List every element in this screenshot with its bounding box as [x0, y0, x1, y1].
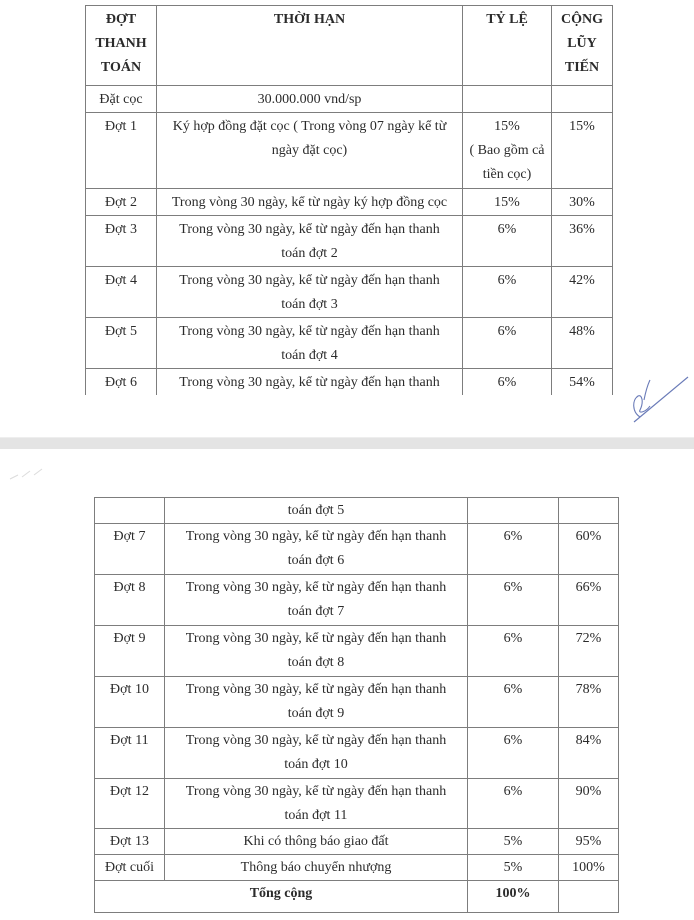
header-rate: TỶ LỆ [463, 6, 552, 86]
term-cell [165, 728, 468, 779]
header-text: TOÁN [100, 60, 142, 75]
table-row-total [95, 881, 619, 913]
table-row [86, 267, 613, 318]
rate-cell: 5% [468, 829, 559, 855]
period-cell: Đợt cuối [95, 855, 165, 881]
payment-schedule-table-part-1 [85, 5, 613, 395]
table-row [86, 369, 613, 396]
term-line: toán đợt 9 [287, 706, 345, 721]
term-cell [165, 779, 468, 829]
period-cell: Đợt 8 [95, 575, 165, 626]
rate-line: tiền cọc) [482, 167, 532, 182]
term-line: Trong vòng 30 ngày, kể từ ngày đến hạn thanh [185, 529, 447, 544]
rate-cell: 6% [468, 575, 559, 626]
header-cumulative [552, 6, 613, 86]
term-line: Trong vòng 30 ngày, kể từ ngày đến hạn thanh [185, 631, 447, 646]
cumulative-cell: 95% [559, 829, 619, 855]
term-cell: Trong vòng 30 ngày, kể từ ngày đến hạn thanh [157, 369, 463, 396]
table-row [95, 855, 619, 881]
term-line: ngày đặt cọc) [271, 143, 348, 158]
table-row [95, 575, 619, 626]
rate-cell: 5% [468, 855, 559, 881]
term-line: toán đợt 3 [281, 297, 338, 312]
rate-line: 15% [494, 119, 520, 134]
table-row [95, 779, 619, 829]
term-line: toán đợt 4 [281, 348, 338, 363]
period-cell: Đợt 7 [95, 524, 165, 575]
term-line: toán đợt 7 [287, 604, 345, 619]
period-cell: Đợt 9 [95, 626, 165, 677]
table-header-row [86, 6, 613, 86]
header-text: TIẾN [564, 60, 600, 75]
rate-cell: 6% [468, 524, 559, 575]
period-cell: Đợt 12 [95, 779, 165, 829]
total-rate: 100% [468, 881, 559, 913]
cumulative-cell: 72% [559, 626, 619, 677]
term-line: toán đợt 11 [284, 808, 348, 823]
table-row [86, 113, 613, 189]
term-line: Trong vòng 30 ngày, kể từ ngày đến hạn thanh [179, 222, 440, 237]
table-row [95, 677, 619, 728]
header-text: THANH [95, 36, 147, 51]
term-cell [157, 216, 463, 267]
rate-cell [468, 498, 559, 524]
deposit-amount-cell: 30.000.000 vnd/sp [157, 86, 463, 113]
term-cell [157, 318, 463, 369]
period-cell: Đợt 1 [86, 113, 157, 189]
term-cell [165, 575, 468, 626]
term-line: toán đợt 6 [287, 553, 345, 568]
cumulative-cell: 54% [552, 369, 613, 396]
period-cell: Đợt 2 [86, 189, 157, 216]
term-line: Ký hợp đồng đặt cọc ( Trong vòng 07 ngày kể từ [172, 119, 447, 134]
table-row [95, 524, 619, 575]
table-row [86, 318, 613, 369]
term-line: toán đợt 2 [281, 246, 338, 261]
period-cell: Đặt cọc [86, 86, 157, 113]
rate-line: ( Bao gồm cả [469, 143, 545, 158]
rate-cell: 6% [463, 267, 552, 318]
total-cumulative [559, 881, 619, 913]
term-line: Trong vòng 30 ngày, kể từ ngày đến hạn thanh [185, 733, 447, 748]
term-cell: Trong vòng 30 ngày, kể từ ngày ký hợp đồng cọc [157, 189, 463, 216]
table-row [95, 728, 619, 779]
faint-mark [8, 465, 48, 485]
term-cell: toán đợt 5 [165, 498, 468, 524]
term-cell: Khi có thông báo giao đất [165, 829, 468, 855]
table-row [86, 189, 613, 216]
cumulative-cell: 78% [559, 677, 619, 728]
rate-cell: 6% [468, 728, 559, 779]
cumulative-cell: 84% [559, 728, 619, 779]
term-line: Trong vòng 30 ngày, kể từ ngày đến hạn thanh [185, 682, 447, 697]
period-cell [95, 498, 165, 524]
table-row-continuation [95, 498, 619, 524]
header-payment-period [86, 6, 157, 86]
period-cell: Đợt 4 [86, 267, 157, 318]
header-text: LŨY [567, 36, 597, 51]
term-line: toán đợt 10 [284, 757, 348, 772]
cumulative-cell: 15% [552, 113, 613, 189]
term-cell [165, 524, 468, 575]
term-line: Trong vòng 30 ngày, kể từ ngày đến hạn thanh [185, 784, 447, 799]
rate-cell [463, 86, 552, 113]
cumulative-cell: 60% [559, 524, 619, 575]
term-cell [157, 267, 463, 318]
period-cell: Đợt 3 [86, 216, 157, 267]
cumulative-cell: 90% [559, 779, 619, 829]
term-cell: Thông báo chuyển nhượng [165, 855, 468, 881]
term-line: Trong vòng 30 ngày, kể từ ngày đến hạn thanh [185, 580, 447, 595]
payment-schedule-table-part-2 [94, 497, 619, 913]
term-line: Trong vòng 30 ngày, kể từ ngày đến hạn thanh [179, 273, 440, 288]
cumulative-cell [559, 498, 619, 524]
rate-cell: 6% [468, 677, 559, 728]
rate-cell: 6% [463, 216, 552, 267]
period-cell: Đợt 6 [86, 369, 157, 396]
rate-cell: 6% [468, 626, 559, 677]
term-line: toán đợt 8 [287, 655, 345, 670]
term-cell [165, 677, 468, 728]
term-line: Trong vòng 30 ngày, kể từ ngày đến hạn thanh [179, 324, 440, 339]
rate-cell [463, 113, 552, 189]
term-cell [165, 626, 468, 677]
period-cell: Đợt 13 [95, 829, 165, 855]
period-cell: Đợt 5 [86, 318, 157, 369]
table-row [95, 626, 619, 677]
rate-cell: 6% [468, 779, 559, 829]
header-text: ĐỢT [105, 12, 137, 27]
cumulative-cell: 42% [552, 267, 613, 318]
cumulative-cell [552, 86, 613, 113]
period-cell: Đợt 11 [95, 728, 165, 779]
period-cell: Đợt 10 [95, 677, 165, 728]
header-term: THỜI HẠN [157, 6, 463, 86]
rate-cell: 6% [463, 369, 552, 396]
cumulative-cell: 48% [552, 318, 613, 369]
rate-cell: 6% [463, 318, 552, 369]
header-text: CỘNG [561, 12, 603, 27]
table-row-deposit [86, 86, 613, 113]
table-row [86, 216, 613, 267]
signature-mark [630, 372, 690, 427]
cumulative-cell: 66% [559, 575, 619, 626]
cumulative-cell: 100% [559, 855, 619, 881]
cumulative-cell: 30% [552, 189, 613, 216]
total-label: Tổng cộng [95, 881, 468, 913]
cumulative-cell: 36% [552, 216, 613, 267]
term-cell [157, 113, 463, 189]
rate-cell: 15% [463, 189, 552, 216]
table-row [95, 829, 619, 855]
